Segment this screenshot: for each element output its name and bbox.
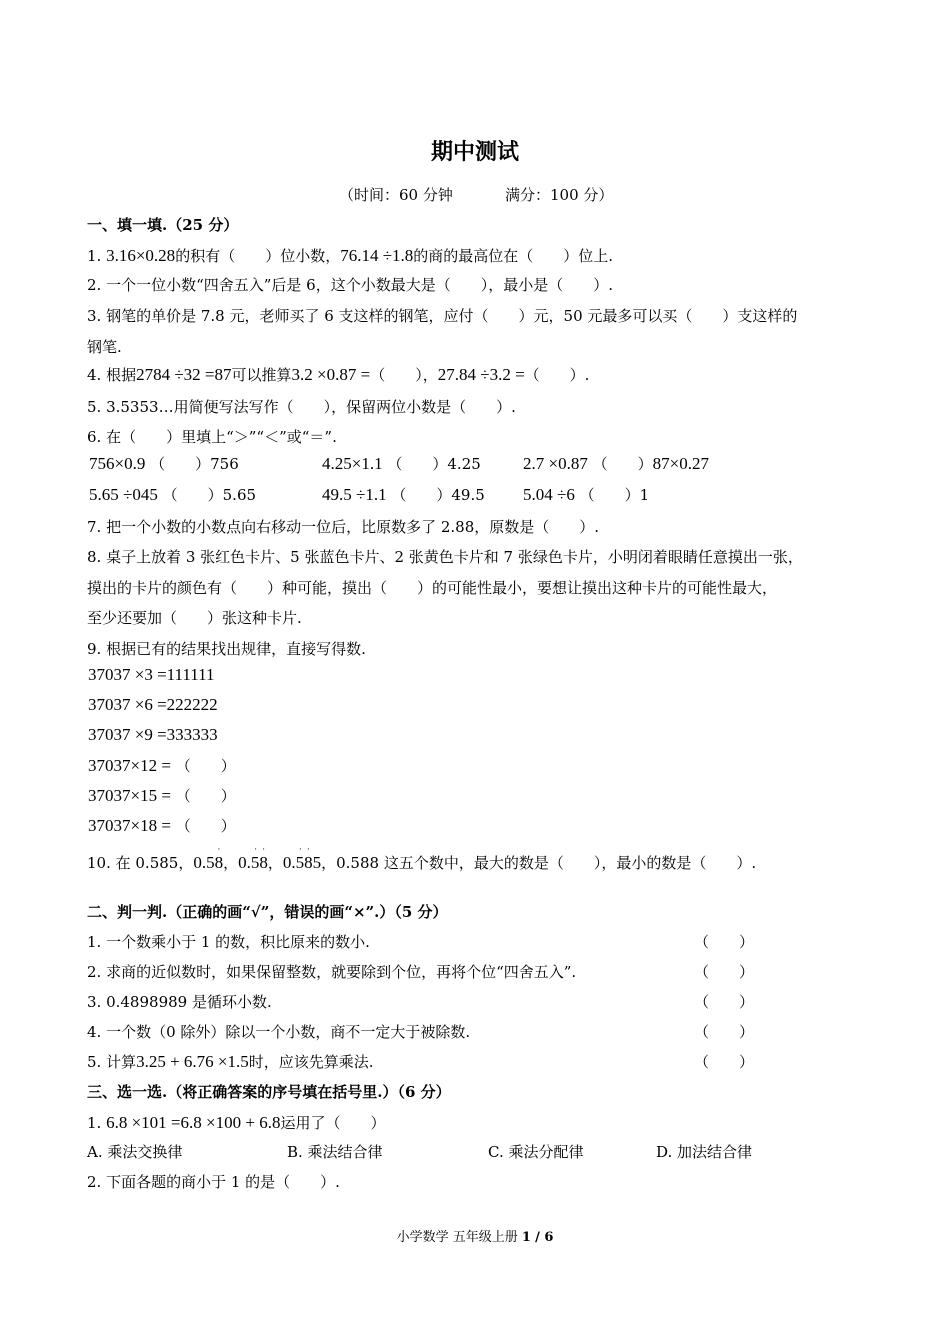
- q6-compare-6: [523, 485, 649, 505]
- q1-text-2: 的商的最高位在（ ）位上.: [413, 247, 614, 265]
- q9-line-4: [88, 756, 236, 776]
- repeat-dot: ·: [306, 844, 310, 854]
- q6-right: 87×0.27: [652, 454, 709, 473]
- q6-compare-5: [322, 485, 485, 505]
- q4-expr-1: 2784 ÷32 =87: [136, 365, 232, 384]
- question-6: 6. 在（ ）里填上“＞”“＜”或“＝”.: [87, 428, 337, 446]
- judge-item-3: 3. 0.4898989 是循环小数.: [87, 993, 272, 1011]
- q10-repeating-2: 0.58 · ·: [238, 844, 268, 872]
- q6-left: 5.65 ÷045: [89, 485, 158, 504]
- q10-text-1: 10. 在 0.585，: [87, 854, 194, 872]
- q9-expr: 37037×12 =: [88, 756, 171, 775]
- question-4: [87, 365, 589, 385]
- q9-line-5: [88, 786, 236, 806]
- question-5: 5. 3.5353…用简便写法写作（ ），保留两位小数是（ ）.: [87, 398, 516, 416]
- q4-text-4: （ ）.: [524, 366, 590, 384]
- option-a: A. 乘法交换律: [87, 1143, 183, 1161]
- section-3-header: 三、选一选.（将正确答案的序号填在括号里.）（6 分）: [87, 1083, 451, 1101]
- q9-expr: 37037 ×9 =333333: [88, 725, 218, 744]
- option-c: C. 乘法分配律: [488, 1143, 584, 1161]
- question-8-line-2: 摸出的卡片的颜色有（ ）种可能，摸出（ ）的可能性最小，要想让摸出这种卡片的可能性最大，: [87, 579, 778, 597]
- repeat-dot: ·: [254, 844, 258, 854]
- q6-left: 2.7 ×0.87: [523, 454, 588, 473]
- q6-right: 4.25: [447, 455, 481, 473]
- cq1-number: 1.: [87, 1114, 102, 1132]
- q6-blank: （ ）: [387, 455, 448, 473]
- question-7: 7. 把一个小数的小数点向右移动一位后，比原数多了 2.88，原数是（ ）.: [87, 518, 600, 536]
- q10-repeating-1: 0.58 ·: [193, 844, 224, 872]
- q9-blank: （ ）: [175, 787, 236, 805]
- q9-line-3: [88, 725, 218, 745]
- subtitle-score: 满分：100 分）: [505, 186, 614, 204]
- q1-expr-2: 76.14 ÷1.8: [340, 246, 414, 265]
- q1-text-1: 的积有（ ）位小数，: [175, 247, 341, 265]
- q6-left: 4.25×1.1: [322, 454, 383, 473]
- question-1: [87, 246, 613, 266]
- judge-mark-3: （ ）: [694, 993, 755, 1011]
- option-b: B. 乘法结合律: [287, 1143, 383, 1161]
- q6-left: 49.5 ÷1.1: [322, 485, 387, 504]
- judge-item-5: [87, 1052, 374, 1072]
- q10-repeating-3: 0.585 · ·: [282, 844, 322, 872]
- question-3-line-1: 3. 钢笔的单价是 7.8 元，老师买了 6 支这样的钢笔，应付（ ）元，50 元最多可以买（ ）支这样的: [87, 307, 798, 325]
- section-1-header: 一、填一填.（25 分）: [87, 216, 239, 234]
- repeat-dot: ·: [298, 844, 302, 854]
- q9-blank: （ ）: [175, 757, 236, 775]
- judge-5-text-1: 5. 计算: [87, 1053, 137, 1071]
- page-footer: [0, 1229, 950, 1247]
- q6-left: 5.04 ÷6: [523, 485, 575, 504]
- footer-page-number: 1: [521, 1230, 531, 1245]
- q9-line-6: [88, 816, 236, 836]
- q9-expr: 37037 ×3 =111111: [88, 665, 215, 684]
- q6-right: 756: [210, 455, 239, 473]
- question-3-line-2: 钢笔.: [87, 338, 122, 356]
- q6-blank: （ ）: [579, 486, 640, 504]
- q6-blank: （ ）: [592, 455, 653, 473]
- judge-item-2: 2. 求商的近似数时，如果保留整数，就要除到个位，再将个位“四舍五入”.: [87, 963, 577, 981]
- q9-line-2: [88, 695, 218, 715]
- page-title: 期中测试: [430, 139, 519, 165]
- subtitle-time: （时间：60 分钟: [339, 186, 453, 204]
- q1-expr-1: 3.16×0.28: [106, 246, 176, 265]
- q6-blank: （ ）: [391, 486, 452, 504]
- question-2: 2. 一个一位小数“四舍五入”后是 6，这个小数最大是（ ），最小是（ ）.: [87, 276, 613, 294]
- question-10: 10. 在 0.585，0.58 · ，0.58 · · ，0.585 · · ，0.588 这五个数中，最大的数是（ ），最小的数是（ ）.: [87, 844, 757, 872]
- judge-mark-4: （ ）: [694, 1023, 755, 1041]
- q6-right: 5.65: [222, 486, 257, 504]
- q6-compare-1: [89, 454, 239, 474]
- question-8-line-3: 至少还要加（ ）张这种卡片.: [87, 609, 302, 627]
- cq1-text: 运用了（ ）: [280, 1114, 386, 1132]
- q6-blank: （ ）: [150, 455, 211, 473]
- q10-text-2: ，0.588 这五个数中，最大的数是（ ），最小的数是（ ）.: [321, 854, 757, 872]
- q4-text-1: 4. 根据: [87, 366, 137, 384]
- footer-text: 小学数学 五年级上册: [396, 1230, 518, 1245]
- q9-expr: 37037×18 =: [88, 816, 171, 835]
- q1-number: 1.: [87, 247, 102, 265]
- section-2-header: 二、判一判.（正确的画“√”，错误的画“×”.）（5 分）: [87, 903, 448, 921]
- q6-compare-2: [322, 454, 481, 474]
- judge-mark-5: （ ）: [694, 1053, 755, 1071]
- q6-compare-3: [523, 454, 709, 474]
- judge-5-expr: 3.25 + 6.76 ×1.5: [136, 1052, 249, 1071]
- question-8-line-1: 8. 桌子上放着 3 张红色卡片、5 张蓝色卡片、2 张黄色卡片和 7 张绿色卡片，小明闭着眼睛任意摸出一张，: [87, 548, 803, 566]
- q9-expr: 37037×15 =: [88, 786, 171, 805]
- q4-expr-3: 27.84 ÷3.2 =: [437, 365, 525, 384]
- judge-mark-1: （ ）: [694, 933, 755, 951]
- question-9: 9. 根据已有的结果找出规律，直接写得数.: [87, 640, 366, 658]
- choice-question-2: 2. 下面各题的商小于 1 的是（ ）.: [87, 1173, 340, 1191]
- q9-line-1: [88, 665, 215, 685]
- q6-blank: （ ）: [162, 486, 223, 504]
- q9-expr: 37037 ×6 =222222: [88, 695, 218, 714]
- q6-right: 1: [639, 486, 650, 504]
- option-d: D. 加法结合律: [656, 1143, 753, 1161]
- footer-page-total: / 6: [535, 1230, 554, 1245]
- q6-right: 49.5: [451, 486, 485, 504]
- q4-text-3: （ ），: [370, 366, 438, 384]
- q4-text-2: 可以推算: [231, 366, 292, 384]
- cq1-expr: 6.8 ×101 =6.8 ×100 + 6.8: [106, 1113, 281, 1132]
- q4-expr-2: 3.2 ×0.87 =: [291, 365, 371, 384]
- judge-mark-2: （ ）: [694, 963, 755, 981]
- repeat-dot: ·: [262, 844, 266, 854]
- judge-item-1: 1. 一个数乘小于 1 的数，积比原来的数小.: [87, 933, 370, 951]
- judge-5-text-2: 时，应该先算乘法.: [248, 1053, 374, 1071]
- q9-blank: （ ）: [175, 817, 236, 835]
- q6-compare-4: [89, 485, 256, 505]
- choice-question-1: [87, 1113, 385, 1133]
- q6-left: 756×0.9: [89, 454, 146, 473]
- repeat-dot: ·: [217, 844, 221, 854]
- judge-item-4: 4. 一个数（0 除外）除以一个小数，商不一定大于被除数.: [87, 1023, 471, 1041]
